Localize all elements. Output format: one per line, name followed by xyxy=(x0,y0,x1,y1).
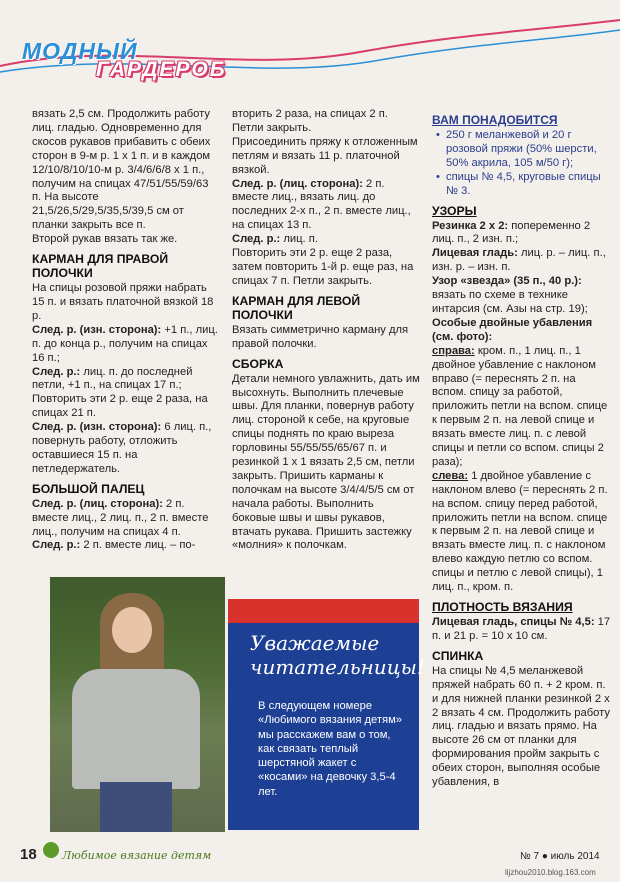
watermark: lijzhou2010.blog.163.com xyxy=(505,868,596,877)
magazine-name: Любимое вязание детям xyxy=(62,849,212,862)
instruction-row: Вязать симметрично карману для правой полочки. xyxy=(232,323,409,350)
yarn-ball-icon xyxy=(43,842,59,858)
instruction-row: Повторить эти 2 р. еще 2 раза, на спицах 21 п. xyxy=(32,393,208,420)
instruction-row: След. р.: лиц. п. до последней петли, +1 п., на спицах 17 п.; xyxy=(32,365,193,392)
column-3 xyxy=(432,108,612,790)
instruction-row: След. р. (изн. сторона): +1 п., лиц. п. до конца р., получим на спицах 16 п.; xyxy=(32,323,218,364)
back-heading: СПИНКА xyxy=(432,648,484,663)
left-pocket-heading: КАРМАН ДЛЯ ЛЕВОЙ ПОЛОЧКИ xyxy=(232,293,361,322)
right-pocket-heading: КАРМАН ДЛЯ ПРАВОЙ ПОЛОЧКИ xyxy=(32,252,169,281)
instruction-row: Лицевая гладь, спицы № 4,5: 17 п. и 21 р. = 10 х 10 см. xyxy=(432,616,611,642)
instruction-row: вторить 2 раза, на спицах 2 п. Петли закрыть. xyxy=(232,108,388,134)
instruction-row: След. р. (лиц. сторона): 2 п. вместе лиц., 2 лиц. п., 2 п. вместе лиц., получим на спицах 4 п. xyxy=(32,497,209,538)
page-number: 18 xyxy=(20,846,37,863)
promo-box xyxy=(228,623,425,830)
photo-face xyxy=(112,607,152,653)
promo-body: В следующем номере «Любимого вязания детям» мы расскажем вам о том, как связать теплый шерстяной жакет с «косами» на девочку 3,5-4 лет. xyxy=(258,700,402,798)
thumb-heading: БОЛЬШОЙ ПАЛЕЦ xyxy=(32,481,145,496)
instruction-row: След. р. (изн. сторона): 6 лиц. п., повернуть работу, отложить оставшиеся 15 п. на петледержатель. xyxy=(32,421,212,475)
header-title-line1: МОДНЫЙ xyxy=(22,38,138,64)
list-item: • 250 г меланжевой и 20 г розовой пряжи (50% шерсти, 50% акрила, 105 м/50 г); xyxy=(440,129,612,171)
instruction-row: След. р. (лиц. сторона): 2 п. вместе лиц., вязать лиц. до последних 2-х п., 2 п. вместе лиц., на спицах 13 п. xyxy=(232,177,411,232)
assembly-text: Детали немного увлажнить, дать им высохнуть. Выполнить плечевые швы. Для планки, повернув работу лиц. стороной к себе, на круговые спицы поднять по краю выреза горловины 55/55/55/65/67 п. и резинкой 1 х 1 вязать 2,5 см, петли закрыть. Пришить карманы к полочкам на высоте 3/4/4/5/5 см от начала работы. Выполнить боковые швы и швы рукавов, втачать рукава. Пришить застежку «молния» к полочкам. xyxy=(232,372,420,552)
promo-red-band xyxy=(228,599,419,623)
list-item: • спицы № 4,5, круговые спицы № 3. xyxy=(440,171,612,199)
column-2 xyxy=(232,108,420,553)
instruction-row: След. р.: лиц. п. xyxy=(232,233,318,246)
instruction-row: слева: 1 двойное убавление с наклоном влево (= переснять 2 п. на вспом. спицу перед работой, приложить петли на вспом. спице к первым 2 п. на левой спице и вязать вместе лиц. п. с наклоном влево каждую петлю со вспом. спицы и петлю с левой спицы), 1 лиц. п., кром. п. xyxy=(432,469,608,594)
section-header xyxy=(0,0,620,100)
materials-list xyxy=(432,129,612,199)
photo-sweater xyxy=(72,669,200,789)
instruction-row: справа: кром. п., 1 лиц. п., 1 двойное убавление с наклоном вправо (= переснять 2 п. на вспом. спицу за работой, приложить петли на вспом. спице к первым 2 п. на левой спице и вязать вместе лиц. п. с левой спицы и петли со вспом. спицы 2 раза); xyxy=(432,344,608,468)
patterns-heading: УЗОРЫ xyxy=(432,203,477,218)
second-sleeve-text: Второй рукав вязать так же. xyxy=(32,233,178,246)
instruction-row: Повторить эти 2 р. еще 2 раза, затем повторить 1-й р. еще раз, на спицах 7 п. Петли закрыть. xyxy=(232,247,414,287)
materials-heading: ВАМ ПОНАДОБИТСЯ xyxy=(432,113,558,127)
instruction-row: Узор «звезда» (35 п., 40 р.): вязать по схеме в технике интарсия (см. Азы на стр. 19); xyxy=(432,275,588,315)
back-text: На спицы № 4,5 меланжевой пряжей набрать 60 п. + 2 кром. п. и для нижней планки резинкой 2 х 2 вязать 4 см. Продолжить работу лиц. гладью и вязать прямо. На высоте 26 см от планки для формирования пройм закрыть с обеих сторон, выполняя особые убавления, в xyxy=(432,664,610,789)
gauge-heading: ПЛОТНОСТЬ ВЯЗАНИЯ xyxy=(432,600,573,614)
issue-label: № 7 ● июль 2014 xyxy=(520,851,600,862)
sleeve-text: вязать 2,5 см. Продолжить работу лиц. гладью. Одновременно для скосов рукавов прибавить с обеих сторон в 9-м р. 1 х 1 п. и в каждом 12/10/8/10/10-м р. 3/4/6/6/8 х 1 п., получим на спицах 47/51/55/59/63 п. На высоте 21,5/26,5/29,5/35,5/39,5 см от планки закрыть все п. xyxy=(32,108,211,232)
instruction-row: След. р.: 2 п. вместе лиц. – по- xyxy=(32,539,196,552)
photo-jeans xyxy=(100,782,172,832)
column-1 xyxy=(32,108,220,553)
instruction-row: Лицевая гладь: лиц. р. – лиц. п., изн. р. – изн. п. xyxy=(432,247,606,274)
instruction-row: Присоединить пряжу к отложенным петлям и вязать 11 р. платочной вязкой. xyxy=(232,135,418,176)
header-title-line2: ГАРДЕРОБ xyxy=(96,58,227,81)
promo-heading: Уважаемые читательницы! xyxy=(250,631,425,679)
instruction-row: Особые двойные убавления (см. фото): xyxy=(432,316,593,343)
assembly-heading: СБОРКА xyxy=(232,356,284,371)
girl-photo xyxy=(50,577,225,832)
instruction-row: Резинка 2 х 2: попеременно 2 лиц. п., 2 изн. п.; xyxy=(432,219,591,246)
pocket-cast-on: На спицы розовой пряжи набрать 15 п. и вязать платочной вязкой 18 р. xyxy=(32,282,214,322)
